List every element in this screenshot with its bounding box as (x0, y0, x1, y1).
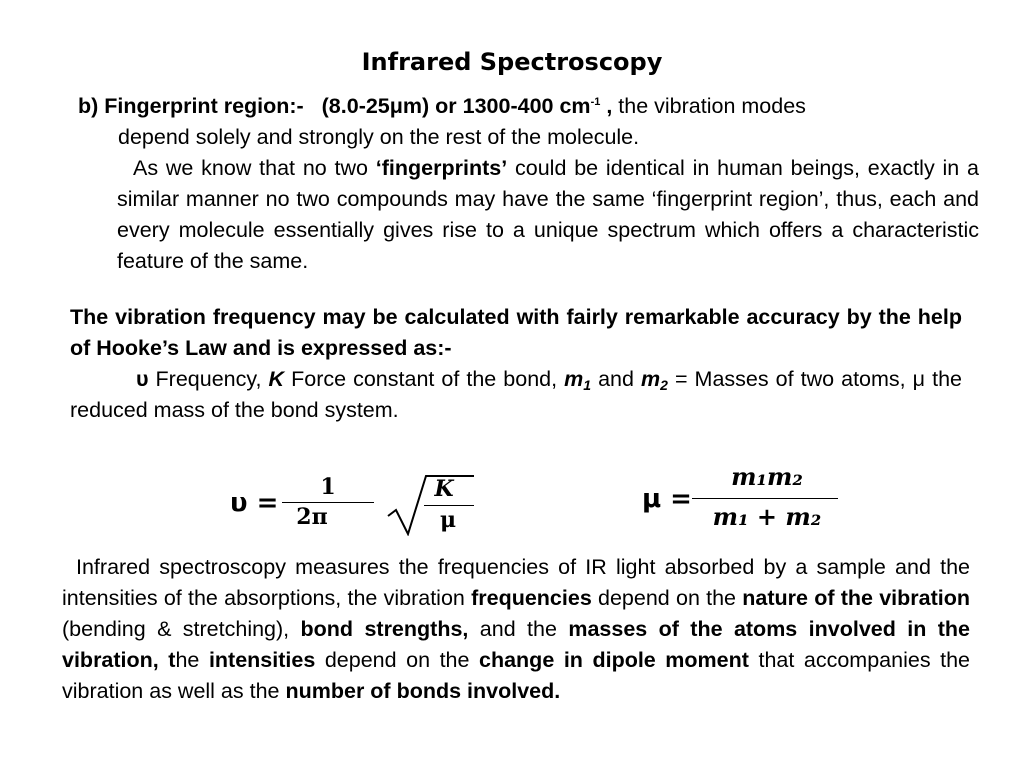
reduced-mass-numerator: m₁m₂ (731, 462, 803, 491)
fingerprint-line2: depend solely and strongly on the rest of the molecule. (118, 125, 640, 149)
frequency-numerator: 1 (320, 474, 336, 500)
reduced-mass-bar (692, 498, 838, 499)
sqrt-fraction-bar (424, 505, 474, 506)
hooke-statement: The vibration frequency may be calculated with fairly remarkable accuracy by the help of Hooke’s Law and is expressed as:- (70, 305, 962, 360)
fraction-bar (282, 502, 374, 503)
fingerprint-range: (8.0-25μm) or 1300-400 $cm^{-1}$ , (321, 94, 613, 118)
fingerprint-line1-rest: the vibration modes (612, 94, 806, 118)
reduced-mass-label: μ = (642, 484, 692, 514)
sqrt-numerator: K (434, 476, 454, 502)
fingerprint-region-heading (78, 91, 980, 153)
sqrt-denominator: μ (439, 507, 457, 533)
hooke-definitions: υ Frequency, K Force constant of the bond, $m_1$ and $m_2$ = Masses of two atoms, μ the reduced mass of the bond system. (70, 367, 962, 422)
reduced-mass-denominator: m₁ + m₂ (712, 502, 822, 531)
fingerprint-label: b) Fingerprint region:- (78, 94, 304, 118)
infrared-summary-paragraph: Infrared spectroscopy measures the frequencies of IR light absorbed by a sample and the intensities of the absorptions, the vibration frequencies depend on the nature of the vibration (bending & stretching), bond strengths, and the masses of the atoms involved in the vibration, the intensities depend on the change in dipole moment that accompanies the vibration as well as the number of bonds involved. (62, 555, 971, 703)
page-title: Infrared Spectroscopy (361, 48, 663, 76)
frequency-denominator: 2π (296, 504, 328, 530)
frequency-formula-label: υ = (230, 488, 279, 518)
frequency-formula (228, 468, 488, 538)
reduced-mass-formula (640, 460, 850, 540)
fingerprint-paragraph: As we know that no two ‘fingerprints’ could be identical in human beings, exactly in a similar manner no two compounds may have the same ‘fingerprint region’, thus, each and every molecule essentially gives rise to a unique spectrum which offers a characteristic feature of the same. (117, 156, 979, 273)
